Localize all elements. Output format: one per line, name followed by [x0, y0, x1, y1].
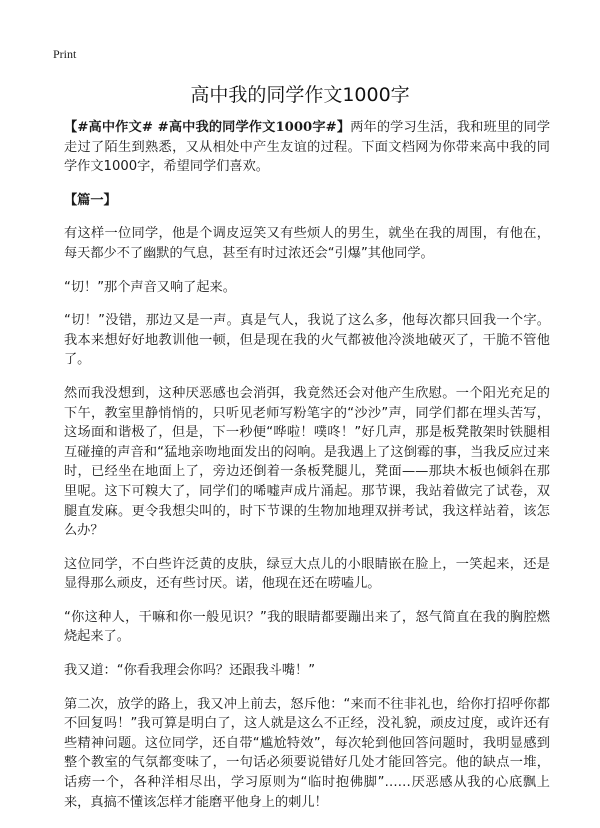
section-heading: 【篇一】 [64, 192, 117, 208]
paragraph: “你这种人，干嘛和你一般见识？”我的眼睛都要蹦出来了，怒气简直在我的胸腔燃烧起来了。 [64, 609, 550, 645]
paragraph: “切！”那个声音又响了起来。 [64, 279, 236, 295]
intro-paragraph [64, 118, 550, 177]
page-title: 高中我的同学作文1000字 [190, 84, 410, 106]
paragraph: 有这样一位同学，他是个调皮逗笑又有些烦人的男生，就坐在我的周围，有他在，每天都少不了幽默的气息，甚至有时过浓还会“引爆”其他同学。 [64, 226, 550, 261]
paragraph: 这位同学，不白些许泛黄的皮肤，绿豆大点儿的小眼睛嵌在脸上，一笑起来，还是显得那么顽皮，还有些讨厌。诺，他现在还在唠嗑儿。 [64, 556, 550, 592]
article-body [64, 118, 550, 826]
print-label[interactable]: Print [53, 47, 77, 61]
paragraph: 第二次，放学的路上，我又冲上前去，怒斥他：“来而不往非礼也，给你打招呼你都不回复吗！”我可算是明白了，这人就是这么不正经，没礼貌，顽皮过度，或许还有些精神问题。这位同学，还自带“尴尬特效”，每次轮到他回答问题时，我明显感到整个教室的气氛都变味了，一句话必须要说错好几处才能回答完。他的缺点一堆，话痨一个，各种洋相尽出，学习原则为“临时抱佛脚”……厌恶感从我的心底飘上来，真搞不懂该怎样才能磨平他身上的刺儿！ [64, 696, 550, 810]
paragraph: 然而我没想到，这种厌恶感也会消弭，我竟然还会对他产生欣慰。一个阳光充足的下午，教室里静悄悄的，只听见老师写粉笔字的“沙沙”声，同学们都在埋头苦写，这场面和谐极了，但是，下一秒便“哗啦！噗咚！”好几声，那是板凳散架时铁腿相互碰撞的声音和“猛地亲吻地面发出的闷响。是我遇上了这倒霉的事，当我反应过来时，已经坐在地面上了，旁边还倒着一条板凳腿儿，凳面——那块木板也倾斜在那里呢。这下可糗大了，同学们的唏嘘声成片涌起。那节课，我站着做完了试卷，双腿直发麻。更令我想尖叫的，时下节课的生物加地理双拼考试，我这样站着，该怎么办？ [64, 385, 550, 539]
paragraph: 我又道：“你看我理会你吗？还跟我斗嘴！” [64, 663, 316, 679]
intro-text: 两年的学习生活，我和班里的同学走过了陌生到熟悉，又从相处中产生友谊的过程。下面文档网为你带来高中我的同学作文1000字，希望同学们喜欢。 [64, 120, 551, 175]
intro-tag: 【#高中作文# #高中我的同学作文1000字#】 [64, 120, 351, 135]
paragraph: “切！”没错，那边又是一声。真是气人，我说了这么多，他每次都只回我一个字。我本来想好好地教训他一顿，但是现在我的火气都被他冷淡地破灭了，干脆不管他了。 [64, 313, 550, 368]
